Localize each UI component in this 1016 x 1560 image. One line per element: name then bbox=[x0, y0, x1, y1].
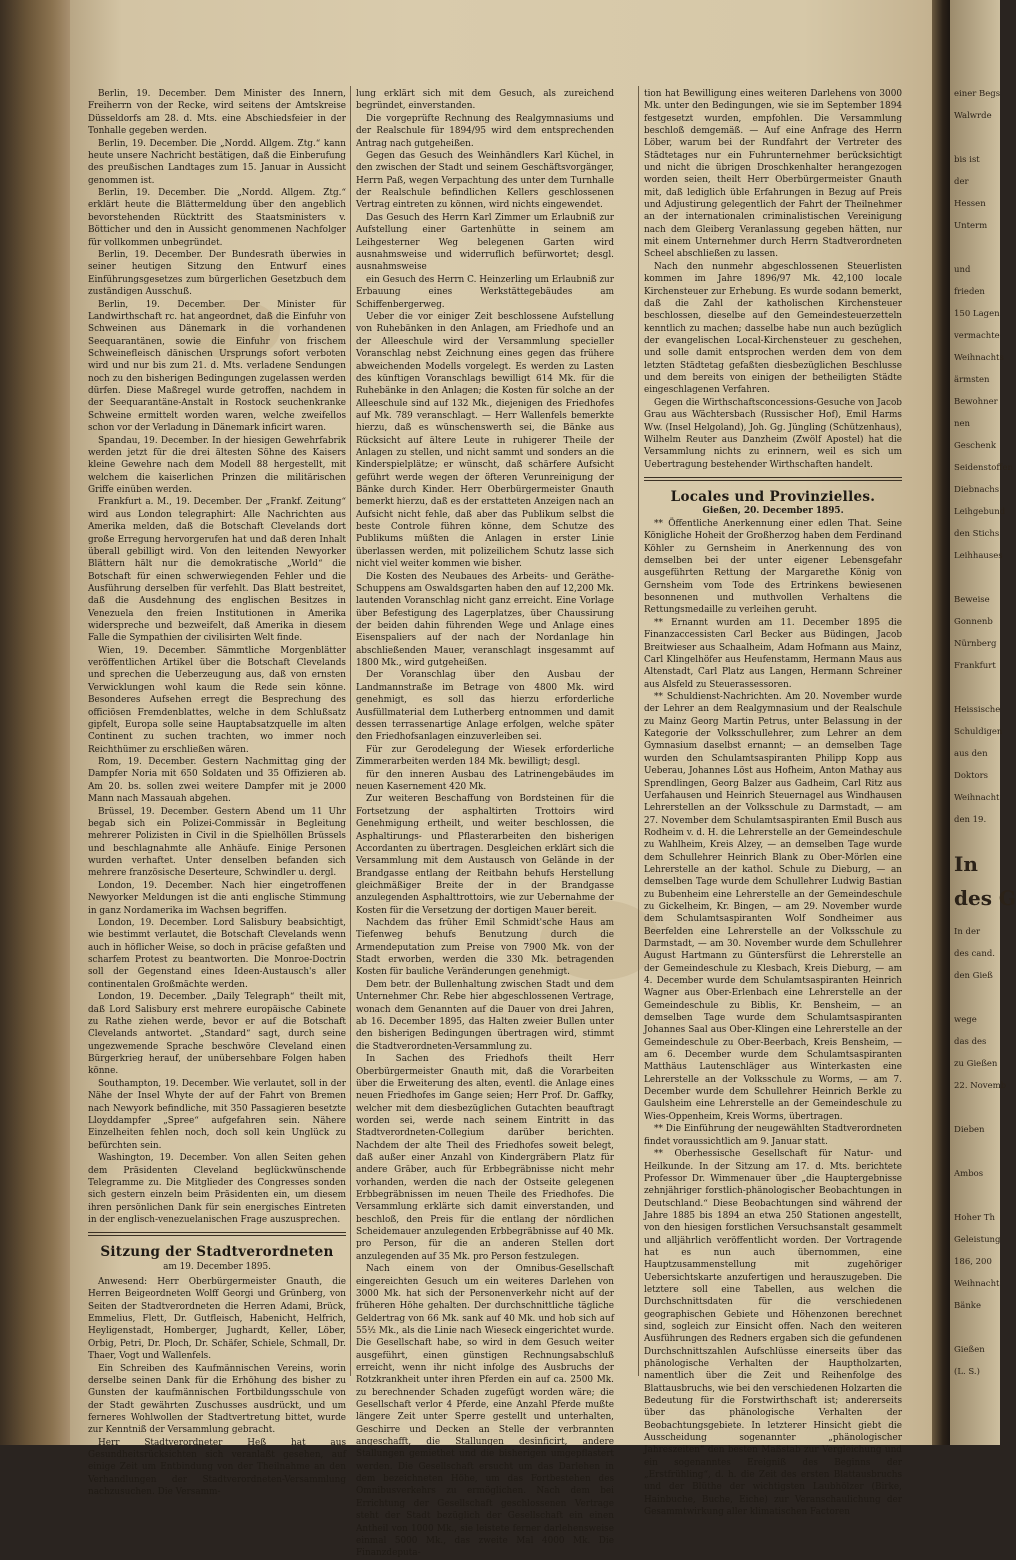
paragraph: ** Ernannt wurden am 11. December 1895 die Finanzaccessisten Carl Becker aus Büdingen, Jacob Breitwieser aus Schaalheim, Adam Hofmann aus Mainz, Carl Klingelhöfer aus Heufenstamm, Hermann Maus aus Altenstadt, Carl Platz aus Langen, Hermann Schreiner aus Alsfeld zu Steuerassessoren. bbox=[644, 617, 902, 690]
fragment-text: Schuldigen bbox=[954, 727, 1003, 737]
fragment-text: vermachte bbox=[954, 331, 1000, 341]
news-item: Berlin, 19. December. Dem Minister des Innern, Freiherrn von der Recke, wird seitens der Amtskreise Düsseldorfs am 28. d. Mts. eine Abschiedsfeier in der Tonhalle gegeben werden. bbox=[88, 89, 346, 137]
paragraph: für den inneren Ausbau des Latrinengebäudes im neuen Kasernement 420 Mk. bbox=[356, 769, 614, 792]
fragment-text: bis ist bbox=[954, 155, 980, 165]
fragment-text: Seidenstoffen bbox=[954, 463, 1013, 473]
fragment-text: In der bbox=[954, 927, 981, 937]
paragraph: ** Schuldienst-Nachrichten. Am 20. November wurde der Lehrer an dem Realgymnasium und der Realschule zu Mainz Georg Martin Petrus, unter Belassung in der Kategorie der Volksschullehrer, zum Lehrer an dem Gymnasium daselbst ernannt; — an demselben Tage wurden den Schulamtsaspiranten Philipp Kopp aus Ueberau, Johannes Löst aus Hofheim, Anton Mathay aus Sprendlingen, Georg Balzer aus Gadheim, Carl Ritz aus Uerfahausen und Heinrich Steuernagel aus Windhausen Lehrerstellen an der Volksschule zu Darmstadt, — am 27. November dem Schulamtsaspiranten Emil Busch aus Rodheim v. d. H. die Lehrerstelle an der Gemeindeschule zu Wahlheim, Kreis Alzey, — an demselben Tage wurde dem Schullehrer Heinrich Blank zu Ober-Mörlen eine Lehrerstelle an der kathol. Schule zu Dieburg, — an demselben Tage wurde dem Schullehrer Ludwig Bastian zu Bubenheim eine Lehrerstelle an der Gemeindeschule zu Gickelheim, Kr. Bingen, — am 29. November wurde dem Schulamtsaspiranten Wolf Sondheimer aus Beerfelden eine Lehrerstelle an der Volksschule zu Darmstadt, — am 30. November wurde dem Schullehrer August Hartmann zu Güntersfürst die Lehrerstelle an der Gemeindeschule zu Klesbach, Kreis Dieburg, — am 4. December wurde dem Schulamtsaspiranten Heinrich Wagner aus Ober-Erlenbach eine Lehrerstelle an der Gemeindeschule zu Biblis, Kr. Bensheim, — an demselben Tage wurde dem Schulamtsaspiranten Johannes Saal aus Ober-Klingen eine Lehrerstelle an der Gemeindeschule zu Ober-Beerbach, Kreis Bensheim, — am 6. December wurde dem Schulamtsaspiranten Matthäus Lautenschläger aus Winterkasten eine Lehrerstelle an der Volksschule zu Worms, — am 7. December wurde dem Schullehrer Heinrich Berkle zu Gaulsheim eine Lehrerstelle an der Gemeindeschule zu Wies-Oppenheim, Kreis Worms, übertragen. bbox=[644, 692, 902, 1122]
paragraph: Herr Stadtverordneter Heß hat aus Gesundheitsrücksichten sich veranlaßt gesehen, auf einige Zeit um Entbindung von der Theilnahme an den Verhandlungen der Stadtverordneten-Versammlung nachzusuchen. Die Versamm- bbox=[88, 1437, 346, 1498]
fragment-text: Dieben bbox=[954, 1125, 985, 1135]
paragraph: Nach den nunmehr abgeschlossenen Steuerlisten kommen im Jahre 1896/97 Mk. 42,100 locale Kirchensteuer zur Erhebung. Es wurde sodann bemerkt, daß die Zahl der katholischen Kirchensteuer beschlossen, dieselbe auf den Gemeindesteuerzetteln kenntlich zu machen; dasselbe habe nun auch bezüglich der evangelischen Local-Kirchensteuer zu geschehen, und solle damit entsprochen werden dem von dem letzten Städtetag gefaßten diesbezüglichen Beschlusse und dem bereits von einigen der betheiligten Städte eingeschlagenen Verfahren. bbox=[644, 262, 902, 396]
paragraph: Zur weiteren Beschaffung von Bordsteinen für die Fortsetzung der asphaltirten Trottoirs wird Genehmigung ertheilt, und weiter beschlossen, die Asphaltirungs- und Pflasterarbeiten den bisherigen Accordanten zu übertragen. Desgleichen erklärt sich die Versammlung mit dem Austausch von Gelände in der Brandgasse entlang der Reitbahn behufs Herstellung gleichmäßiger Breite der in der Brandgasse anzulegenden Asphalttrottoirs, wie zur Uebernahme der Kosten für die Versetzung der dortigen Mauer bereit. bbox=[356, 794, 614, 916]
fragment-text: Doktors bbox=[954, 771, 989, 781]
paragraph: Der Voranschlag über den Ausbau der Landmannstraße im Betrage von 4800 Mk. wird genehmigt, es soll das hierzu erforderliche Ausfüllmaterial dem Lutherberg entnommen und damit dessen terrassenartige Anlage erfolgen, welche später den Friedhofsanlagen einzuverleiben sei. bbox=[356, 670, 614, 743]
paragraph: tion hat Bewilligung eines weiteren Darlehens von 3000 Mk. unter den Bedingungen, wie sie im September 1894 festgesetzt wurden, empfohlen. Die Versammlung beschloß demgemäß. — Auf eine Anfrage des Herrn Löber, warum bei der Rundfahrt der Vertreter des Städtetages nur ein Fuhrunternehmer berücksichtigt und nicht die übrigen Droschkenhalter herangezogen worden seien, theilt Herr Oberbürgermeister Gnauth mit, daß lediglich üble Erfahrungen in Bezug auf Preis und Adjustirung gelegentlich der Fahrt der Theilnehmer an der internationalen criminalistischen Vereinigung nach dem Gleiberg Veranlassung gegeben hätten, nur mit einem Unternehmer durch Herrn Stadtverordneten Scheel abschließen zu lassen. bbox=[644, 89, 902, 260]
fragment-text: Ambos bbox=[954, 1169, 984, 1179]
paragraph: ** Oberhessische Gesellschaft für Natur- und Heilkunde. In der Sitzung am 17. d. Mts. berichtete Professor Dr. Wimmenauer über „die Hauptergebnisse zehnjähriger forstlich-phänologischer Beobachtungen in Deutschland.“ Diese Beobachtungen sind während der Jahre 1885 bis 1894 an etwa 250 Stationen angestellt, von den hiesigen forstlichen Versuchsanstalt gesammelt und alljährlich veröffentlicht worden. Der Vortragende hat es nun auch übernommen, eine Hauptzusammenstellung mit zugehöriger Uebersichtskarte anzufertigen und herauszugeben. Die letztere soll eine Tabellen, aus welchen die Durchschnittsdaten für die verschiedenen geographischen Gebiete und Höhenzonen berechnet sind, sogleich zur Einsicht offen. Nach den weiteren Ausführungen des Redners ergaben sich die gefundenen Durchschnittszahlen Aufschlüsse einerseits über das phänologische Verhalten der Hauptholzarten, namentlich über die Zeit und Reihenfolge des Blattausbruchs, wie bei den verschiedenen Holzarten die Bedeutung für die Forstwirthschaft ist; andererseits über das phänologische Verhalten der Beobachtungsgebiete. In letzterer Hinsicht giebt die Ausscheidung sogenannter „phänologischer Jahreszeiten“ den besten Maßstab zur Vergleichung und ein sogenanntes Ereigniß des Beginns der „Erstfrühling“, d. h. die Zeit des ersten Blattausbruchs und der Blüthe der wichtigsten Laubhölzer (Birke, Hainbuche, Buche, Eiche) zur Veranschaulichung der Gesammtwirkung aller klimatischen Factoren bbox=[644, 1149, 902, 1518]
paragraph: Nach einem von der Omnibus-Gesellschaft eingereichten Gesuch um ein weiteres Darlehen von 3000 Mk. hat sich der Personenverkehr nicht auf der früheren Höhe gehalten. Der durchschnittliche tägliche Geldertrag von 66 Mk. sank auf 40 Mk. und hob sich auf 55½ Mk., als die Linie nach Wieseck eingerichtet wurde. Die Gesellschaft habe, so wird in dem Gesuch weiter ausgeführt, einen günstigen Rechnungsabschluß erreicht, wenn ihr nicht infolge des Ausbruchs der Rotzkrankheit unter ihren Pferden ein auf ca. 2500 Mk. zu berechnender Schaden zugefügt worden wäre; die Gesellschaft verlor 4 Pferde, eine Anzahl Pferde mußte längere Zeit unter Sperre gestellt und unterhalten, Geschirre und Decken an Stelle der verbrannten angeschafft, die Stallungen desinficirt, andere Stallungen gemiethet und die bisherigen umgepflastert werden. Die Gesellschaft ersucht um das Darlehen in dem bezeichneten Höhe, um das Fortbestehen des Omnibusverkehrs zu ermöglichen. Nach dem bei Errichtung der Gesellschaft geschlossenen Vertrage steht der Stadt bezüglich der Gesellschaft ein einen Antheil von 1000 Mk., sie leistete ferner darlehensweise einmal 5000 Mk., das zweite Mal 4000 Mk. Die Finanzdeputa- bbox=[356, 1264, 614, 1559]
newspaper-page bbox=[70, 0, 932, 1559]
news-item: Berlin, 19. December. Die „Nordd. Allgem. Ztg.“ erklärt heute die Blättermeldung über den angeblich bevorstehenden Rücktritt des Staatsministers v. Bötticher und den in Aussicht genommenen Nachfolger für vollkommen unbegründet. bbox=[88, 188, 346, 248]
paragraph: Die vorgeprüfte Rechnung des Realgymnasiums und der Realschule für 1894/95 wird dem entsprechenden Antrag nach gutgeheißen. bbox=[356, 113, 614, 149]
page-gutter bbox=[932, 0, 950, 1445]
section-divider bbox=[88, 1232, 346, 1236]
news-item: Berlin, 19. December. Der Minister für Landwirthschaft rc. hat angeordnet, daß die Einfuhr von Schweinen aus Dänemark in die vorhandenen Seequarantänen, sowie die Einfuhr von frischem Schweinefleisch dänischen Ursprungs sofort verboten wird und nur bis zum 21. d. Mts. verladene Sendungen noch zu den bisherigen Bedingungen zugelassen werden dürfen. Diese Maßregel wurde getroffen, nachdem in der Seequarantäne-Anstalt in Rostock seuchenkranke Schweine ermittelt worden waren, welche zweifellos schon vor der Verladung in Dänemark inficirt waren. bbox=[88, 299, 346, 434]
column-rule bbox=[638, 86, 639, 1376]
fragment-text: Gonnenb bbox=[954, 617, 993, 627]
fragment-text: nen bbox=[954, 419, 970, 429]
news-item: Spandau, 19. December. In der hiesigen Gewehrfabrik werden jetzt für die drei ältesten Söhne des Kaisers kleine Gewehre nach dem Modell 88 hergestellt, mit welchem die kaiserlichen Prinzen die militärischen Griffe einüben werden. bbox=[88, 435, 346, 495]
fragment-text: Beweise bbox=[954, 595, 990, 605]
paragraph: Ein Schreiben des Kaufmännischen Vereins, worin derselbe seinen Dank für die Erhöhung des bisher zu Gunsten der kaufmännischen Fortbildungsschule von der Stadt gewährten Zuschusses ausdrückt, und um ferneres Wohlwollen der Stadtvertretung bittet, wurde zur Kenntniß der Versammlung gebracht. bbox=[88, 1363, 346, 1436]
fragment-text: Weihnacht bbox=[954, 1279, 1000, 1289]
fragment-text: Nürnberg bbox=[954, 639, 997, 649]
fragment-text: Heissische bbox=[954, 705, 1001, 715]
fragment-text: Geleistung bbox=[954, 1235, 1001, 1245]
news-item: Washington, 19. December. Von allen Seiten gehen dem Präsidenten Cleveland beglückwünschende Telegramme zu. Die Mitglieder des Congresses sonden sich gestern einzeln beim Präsidenten ein, um diesem ihren persönlichen Dank für sein energisches Eintreten in der englisch-venezuelanischen Frage auszusprechen. bbox=[88, 1153, 346, 1225]
fragment-text: Hessen bbox=[954, 199, 986, 209]
paragraph: ** Öffentliche Anerkennung einer edlen That. Seine Königliche Hoheit der Großherzog haben dem Ferdinand Köhler zu Gernsheim in Anerkennung des von demselben bei der unter eigener Lebensgefahr ausgeführten Rettung der Margarethe König von Gernsheim vom Tode des Ertrinkens bewiesenen besonnenen und muthvollen Verhaltens die Rettungsmedaille zu verleihen geruht. bbox=[644, 518, 902, 616]
news-item: London, 19. December. „Daily Telegraph“ theilt mit, daß Lord Salisbury erst mehrere europäische Cabinete zu Rathe ziehen werde, bevor er auf die Botschaft Clevelands antwortet. „Standard“ sagt, durch seine ungezwemende Sprache beschwöre Cleveland einen Bürgerkrieg herauf, der unübersehbare Folgen haben könne. bbox=[88, 992, 346, 1077]
fragment-text: einer Begs bbox=[954, 89, 1001, 99]
paragraph: Nachdem das früher Emil Schmidt'sche Haus am Tiefenweg behufs Benutzung durch die Armendeputation zum Preise von 7900 Mk. von der Stadt erworben, werden die 330 Mk. betragenden Kosten für bauliche Veränderungen genehmigt. bbox=[356, 918, 614, 978]
fragment-text: den Stichs bbox=[954, 529, 1000, 539]
fragment-text: den 19. bbox=[954, 815, 987, 825]
dateline: Gießen, 20. December 1895. bbox=[702, 506, 844, 517]
fragment-text: Leihhauses bbox=[954, 551, 1003, 561]
news-item: Southampton, 19. December. Wie verlautet, soll in der Nähe der Insel Whyte der auf der Fahrt von Bremen nach Newyork befindliche, mit 350 Passagieren besetzte Lloyddampfer „Spree“ aufgefahren sein. Nähere Einzelheiten fehlen noch, doch soll kein Unglück zu befürchten sein. bbox=[88, 1078, 346, 1151]
paragraph: Gegen das Gesuch des Weinhändlers Karl Küchel, in den zwischen der Stadt und seinem Geschäftsvorgänger, Herrn Paß, wegen Verpachtung des unter dem Turnhalle der Realschule befindlichen Kellers geschlossenen Vertrag eintreten zu können, wird nichts eingewendet. bbox=[356, 151, 614, 211]
news-item: Wien, 19. December. Sämmtliche Morgenblätter veröffentlichen Artikel über die Botschaft Clevelands und sprechen die Ueberzeugung aus, daß von ernsten Verwicklungen wohl kaum die Rede sein könne. Besonderes Aufsehen erregt die Besprechung des officiösen Fremdenblattes, welche in dem Schlußsatz gipfelt, Europa solle seine Hauptabsatzquelle im alten Continent zu suchen trachten, wo immer noch Reichthümer zu erschließen wären. bbox=[88, 645, 346, 755]
fragment-text: Frankfurt bbox=[954, 661, 996, 671]
fragment-text: (L. S.) bbox=[954, 1367, 980, 1377]
fragment-text: wege bbox=[954, 1015, 977, 1025]
fragment-text: Diebnachs bbox=[954, 485, 1000, 495]
fragment-text: das des bbox=[954, 1037, 987, 1047]
paragraph: lung erklärt sich mit dem Gesuch, als zureichend begründet, einverstanden. bbox=[356, 89, 614, 112]
fragment-text: des G bbox=[954, 886, 1016, 910]
news-item: Berlin, 19. December. Der Bundesrath überwies in seiner heutigen Sitzung den Entwurf eines Einführungsgesetzes zum bürgerlichen Gesetzbuch dem zuständigen Ausschuß. bbox=[88, 250, 346, 298]
book-spine bbox=[0, 0, 70, 1445]
news-item: Brüssel, 19. December. Gestern Abend um 11 Uhr begab sich ein Polizei-Commissär in Begleitung mehrerer Polizisten in Civil in die Spielhöllen Brüssels und beschlagnahmte alle Anhäufe. Einige Personen wurden verhaftet. Unter denselben befanden sich mehrere französische Deserteure, Schwindler u. dergl. bbox=[88, 806, 346, 879]
column-local-news bbox=[644, 88, 902, 1519]
paragraph: Für zur Gerodelegung der Wiesek erforderliche Zimmerarbeiten werden 184 Mk. bewilligt; desgl. bbox=[356, 744, 614, 768]
fragment-text: den Gieß bbox=[954, 971, 993, 981]
column-council-minutes bbox=[356, 88, 614, 1560]
adjacent-page-fragment bbox=[950, 0, 1016, 1445]
fragment-text: Gießen bbox=[954, 1345, 985, 1355]
paragraph: ein Gesuch des Herrn C. Heinzerling um Erlaubniß zur Erbauung eines Werkstättegebäudes am Schiffenbergerweg. bbox=[356, 274, 614, 310]
section-divider bbox=[644, 477, 902, 481]
paragraph: Anwesend: Herr Oberbürgermeister Gnauth, die Herren Beigeordneten Wolff Georgi und Grünberg, von Seiten der Stadtverordneten die Herren Adami, Brück, Emmelius, Flett, Dr. Gutfleisch, Habenicht, Helfrich, Heyligenstadt, Homberger, Jughardt, Keller, Löber, Orbig, Petri, Dr. Ploch, Dr. Schäfer, Schiele, Schmall, Dr. Thaer, Vogt und Wallenfels. bbox=[88, 1276, 346, 1361]
news-item: Berlin, 19. December. Die „Nordd. Allgem. Ztg.“ kann heute unsere Nachricht bestätigen, daß die Einberufung des preußischen Landtages zum 15. Januar in Aussicht genommen ist. bbox=[88, 138, 346, 186]
news-item: Frankfurt a. M., 19. December. Der „Frankf. Zeitung“ wird aus London telegraphirt: Alle Nachrichten aus Amerika melden, daß die Botschaft Clevelands dort große Erregung hervorgerufen hat und daß deren Inhalt überall gebilligt wird. Von den leitenden Newyorker Blättern hält nur die demokratische „World“ die Botschaft für einen schwerwiegenden Fehler und die Ausführung derselben für verfehlt. Das Blatt bestreitet, daß die Ausdehnung des englischen Besitzes in Venezuela den freien Institutionen in Amerika widerspreche und bezweifelt, daß Amerika in diesem Falle die Sympathien der civilisirten Welt finde. bbox=[88, 497, 346, 644]
paragraph: Gegen die Wirthschaftsconcessions-Gesuche von Jacob Grau aus Wächtersbach (Russischer Hof), Emil Harms Ww. (Insel Helgoland), Joh. Gg. Jüngling (Schützenhaus), Wilhelm Reuter aus Danzheim (Zwölf Apostel) hat die Versammlung nichts zu erinnern, weil es sich um Uebertragung bestehender Wirthschaften handelt. bbox=[644, 397, 902, 470]
paragraph: Die Kosten des Neubaues des Arbeits- und Geräthe-Schuppens am Oswaldsgarten haben den auf 12,200 Mk. lautenden Voranschlag nicht ganz erreicht. Eine Vorlage über Befestigung des Lagerplatzes, über Chaussirung der beiden dahin führenden Wege und Anlage eines Eisenspaliers auf der nach der Nordanlage hin abschließenden Mauer, veranschlagt insgesammt auf 1800 Mk., wird gutgeheißen. bbox=[356, 571, 614, 668]
fragment-text: Weihnachts bbox=[954, 353, 1004, 363]
fragment-text: 186, 200 bbox=[954, 1257, 992, 1267]
section-heading-locales: Locales und Provinzielles. bbox=[670, 489, 876, 506]
section-heading-sitzung: Sitzung der Stadtverordneten bbox=[100, 1244, 334, 1261]
news-item: London, 19. December. Lord Salisbury beabsichtigt, wie bestimmt verlautet, die Botschaft Clevelands wenn auch in höflicher Weise, so doch in präcise gefaßten und scharfem Protest zu beantworten. Die Monroe-Doctrin soll der Gegenstand eines Ideen-Austausch's aller continentalen Großmächte werden. bbox=[88, 918, 346, 990]
fragment-text: des cand. bbox=[954, 949, 995, 959]
fragment-text: Bänke bbox=[954, 1301, 981, 1311]
paragraph: Das Gesuch des Herrn Karl Zimmer um Erlaubniß zur Aufstellung einer Gartenhütte in seinem am Leihgesterner Weg belegenen Garten wird ausnahmsweise und widerruflich befürwortet; desgl. ausnahmsweise bbox=[356, 213, 614, 273]
paragraph: In Sachen des Friedhofs theilt Herr Oberbürgermeister Gnauth mit, daß die Vorarbeiten über die Erweiterung des alten, eventl. die Anlage eines neuen Friedhofes im Gange seien; Herr Prof. Dr. Gaffky, welcher mit dem diesbezüglichen Gutachten beauftragt worden sei, werde nach seinem Eintritt in das Stadtverordneten-Collegium darüber berichten. Nachdem der alte Theil des Friedhofes soweit belegt, daß außer einer Anzahl von Kindergräbern Platz für andere Gräber, auch für Erbbegräbnisse nicht mehr vorhanden, werden die nach der Ostseite gelegenen Erbbegräbnissen im neuen Theile des Friedhofes. Die Versammlung erklärte sich damit einverstanden, und beschloß, den Preis für die entlang der nördlichen Scheidemauer anzulegenden Erbbegräbnisse auf 40 Mk. pro Person, für die an anderen Stellen dort anzulegenden auf 35 Mk. pro Person festzulegen. bbox=[356, 1054, 614, 1262]
fragment-text: Hoher Th bbox=[954, 1213, 995, 1223]
fragment-text: Weihnacht bbox=[954, 793, 1000, 803]
news-item: London, 19. December. Nach hier eingetroffenen Newyorker Meldungen ist die anti englische Stimmung in ganz Nordamerika im Wachsen begriffen. bbox=[88, 880, 346, 916]
fragment-text: frieden bbox=[954, 287, 985, 297]
paragraph: ** Die Einführung der neugewählten Stadtverordneten findet voraussichtlich am 9. Januar statt. bbox=[644, 1124, 902, 1147]
fragment-text: der bbox=[954, 177, 969, 187]
fragment-text: aus den bbox=[954, 749, 988, 759]
fragment-text: ärmsten bbox=[954, 375, 990, 385]
fragment-text: Geschenk bbox=[954, 441, 997, 451]
paragraph: Dem betr. der Bullenhaltung zwischen Stadt und dem Unternehmer Chr. Rebe hier abgeschlossenen Vertrage, wonach dem Genannten auf die Dauer von drei Jahren, ab 16. December 1895, das Halten zweier Bullen unter den bisherigen Bedingungen übertragen wird, stimmt die Stadtverordneten-Versammlung zu. bbox=[356, 980, 614, 1052]
column-news-telegrams bbox=[88, 88, 346, 1499]
fragment-text: 22. Novemb bbox=[954, 1081, 1007, 1091]
fragment-text: zu Gießen bbox=[954, 1059, 998, 1069]
section-date: am 19. December 1895. bbox=[163, 1261, 271, 1272]
fragment-text: In bbox=[954, 852, 978, 876]
fragment-text: und bbox=[954, 265, 971, 275]
fragment-text: Walwrde bbox=[954, 111, 992, 121]
fragment-text: 150 Lagen bbox=[954, 309, 1000, 319]
fragment-text: Unterm bbox=[954, 221, 988, 231]
paragraph: Ueber die vor einiger Zeit beschlossene Aufstellung von Ruhebänken in den Anlagen, am Friedhofe und an der Alleeschule wird der Versammlung specieller Voranschlag nebst Zeichnung eines gegen das frühere abweichenden Modells vorgelegt. Es werden zu Lasten des künftigen Voranschlags bewilligt 614 Mk. für die Ruhebänke in den Anlagen; die Kosten für solche an der Alleeschule sind auf 132 Mk., diejenigen des Friedhofes auf Mk. 789 veranschlagt. — Herr Wallenfels bemerkte hierzu, daß es wünschenswerth sei, die Bänke aus Rücksicht auf ältere Leute in ruhigerer Theile der Anlagen zu stellen, und nicht sammt und sonders an die Kinderspielplätze; er wünscht, daß schärfere Aufsicht geführt werde wegen der öfteren Verunreinigung der Bänke durch Kinder. Herr Oberbürgermeister Gnauth bemerkt hierzu, daß es der erstatteten Anzeigen nach an Aufsicht nicht fehle, daß aber das Publikum selbst die beste Controle führen könne, dem Schutze des Publikums müßten die Anlagen in erster Linie überlassen werden, mit polizeilichem Schutz lasse sich nicht viel weiter kommen wie bisher. bbox=[356, 312, 614, 569]
news-item: Rom, 19. December. Gestern Nachmittag ging der Dampfer Noria mit 650 Soldaten und 35 Offizieren ab. Am 20. bs. sollen zwei weitere Dampfer mit je 2000 Mann nach Massauah abgehen. bbox=[88, 757, 346, 805]
fragment-text: Leihgebund bbox=[954, 507, 1006, 517]
fragment-text: Bewohner bbox=[954, 397, 998, 407]
column-rule bbox=[350, 86, 351, 1376]
